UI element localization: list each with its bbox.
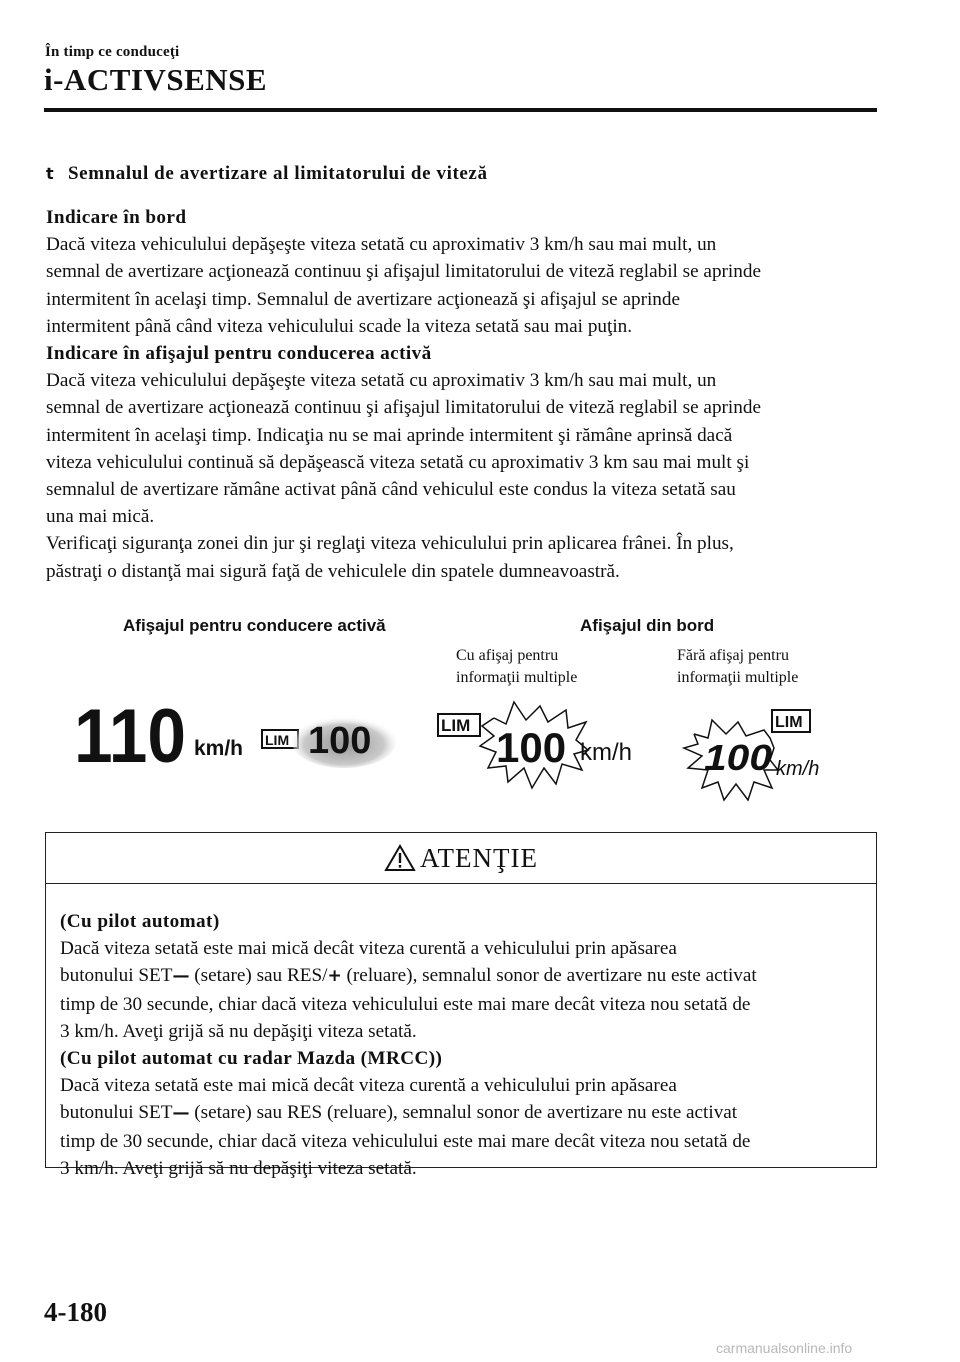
text-fragment: (setare) sau RES/ <box>189 965 328 987</box>
text-line: intermitent în acelaşi timp. Indicaţia nu se mai aprinde intermitent şi rămâne aprinsă dacă <box>46 424 733 446</box>
text-line: viteza vehiculului continuă să depăşească viteza setată cu aproximativ 3 km sau mai mult şi <box>46 451 750 473</box>
sublabel-line: Cu afişaj pentru <box>456 647 559 664</box>
text-line: Dacă viteza vehiculului depăşeşte viteza setată cu aproximativ 3 km/h sau mai mult, un <box>46 234 717 256</box>
section-bullet: t <box>46 164 55 183</box>
dashboard-plain-illustration <box>674 708 844 804</box>
sublabel-line: informaţii multiple <box>677 669 799 686</box>
set-speed-unit: km/h <box>776 758 820 780</box>
text-line: 3 km/h. Aveţi grijă să nu depăşiţi viteza setată. <box>60 1157 417 1179</box>
text-line <box>60 1099 876 1127</box>
header-rule <box>44 108 877 112</box>
plus-icon: + <box>327 966 342 987</box>
caution-subhead: (Cu pilot automat cu radar Mazda (MRCC)) <box>60 1048 443 1070</box>
figure-sublabel-without-multi <box>677 645 798 689</box>
text-line: Verificaţi siguranţa zonei din jur şi reglaţi viteza vehiculului prin aplicarea frânei. În plus, <box>46 533 734 555</box>
watermark: carmanualsonline.info <box>716 1340 853 1356</box>
figure-sublabel-with-multi <box>456 645 577 689</box>
caution-title: ATENŢIE <box>420 842 538 873</box>
text-fragment: (reluare), semnalul sonor de avertizare nu este activat <box>341 965 757 987</box>
text-fragment: butonului SET <box>60 1102 173 1124</box>
text-line: intermitent în acelaşi timp. Semnalul de avertizare acţionează şi afişajul se aprinde <box>46 288 680 310</box>
header-kicker: În timp ce conduceţi <box>45 44 180 60</box>
text-line <box>60 962 876 990</box>
text-line: semnal de avertizare acţionează continuu şi afişajul limitatorului de viteză reglabil se aprinde <box>46 397 761 419</box>
text-fragment: (setare) sau RES (reluare), semnalul sonor de avertizare nu este activat <box>189 1102 738 1124</box>
caution-body <box>46 884 876 1182</box>
text-line: semnalul de avertizare rămâne activat până când vehiculul este condus la viteza setată sau <box>46 479 736 501</box>
warning-triangle-icon <box>384 844 416 872</box>
lim-badge: LIM <box>441 716 471 735</box>
set-speed: 100 <box>496 724 567 771</box>
minus-icon: — <box>172 966 190 987</box>
set-speed-unit: km/h <box>580 739 633 766</box>
lim-badge: LIM <box>775 714 803 731</box>
lim-badge: LIM <box>265 732 290 748</box>
text-line: timp de 30 secunde, chiar dacă viteza vehiculului este mai mare decât viteza nou setată de <box>60 1130 751 1152</box>
text-line: semnal de avertizare acţionează continuu şi afişajul limitatorului de viteză reglabil se aprinde <box>46 261 761 283</box>
minus-icon: — <box>172 1103 190 1124</box>
set-speed: 100 <box>704 737 772 778</box>
section-heading <box>46 163 488 185</box>
text-line: una mai mică. <box>46 506 155 528</box>
dashboard-indication <box>46 204 886 585</box>
text-line: păstraţi o distanţă mai sigură faţă de vehiculele din spatele dumneavoastră. <box>46 560 620 582</box>
text-line: Dacă viteza setată este mai mică decât viteza curentă a vehiculului prin apăsarea <box>60 938 677 960</box>
subhead-active-display: Indicare în afişajul pentru conducerea activă <box>46 343 432 365</box>
current-speed: 110 <box>74 694 186 779</box>
sublabel-line: informaţii multiple <box>456 669 578 686</box>
section-heading-text: Semnalul de avertizare al limitatorului de viteză <box>68 163 488 184</box>
page-title: i-ACTIVSENSE <box>44 62 268 97</box>
caution-box <box>45 832 877 1179</box>
sublabel-line: Fără afişaj pentru <box>677 647 789 664</box>
text-line: timp de 30 secunde, chiar dacă viteza vehiculului este mai mare decât viteza nou setată de <box>60 993 751 1015</box>
page-number: 4-180 <box>44 1297 107 1327</box>
active-display-illustration <box>70 688 410 780</box>
figure-label-active-display: Afişajul pentru conducere activă <box>123 616 386 635</box>
subhead-dashboard: Indicare în bord <box>46 207 187 228</box>
figure-label-dashboard: Afişajul din bord <box>580 616 715 635</box>
text-line: intermitent până când viteza vehiculului scade la viteza setată sau mai puţin. <box>46 315 633 337</box>
caution-subhead: (Cu pilot automat) <box>60 911 220 932</box>
current-speed-unit: km/h <box>194 737 244 760</box>
text-line: 3 km/h. Aveţi grijă să nu depăşiţi viteza setată. <box>60 1020 417 1042</box>
dashboard-multi-illustration <box>436 696 646 792</box>
set-speed: 100 <box>308 720 372 762</box>
caution-header <box>46 833 876 884</box>
text-fragment: butonului SET <box>60 965 173 987</box>
text-line: Dacă viteza setată este mai mică decât viteza curentă a vehiculului prin apăsarea <box>60 1075 677 1097</box>
text-line: Dacă viteza vehiculului depăşeşte viteza setată cu aproximativ 3 km/h sau mai mult, un <box>46 370 717 392</box>
